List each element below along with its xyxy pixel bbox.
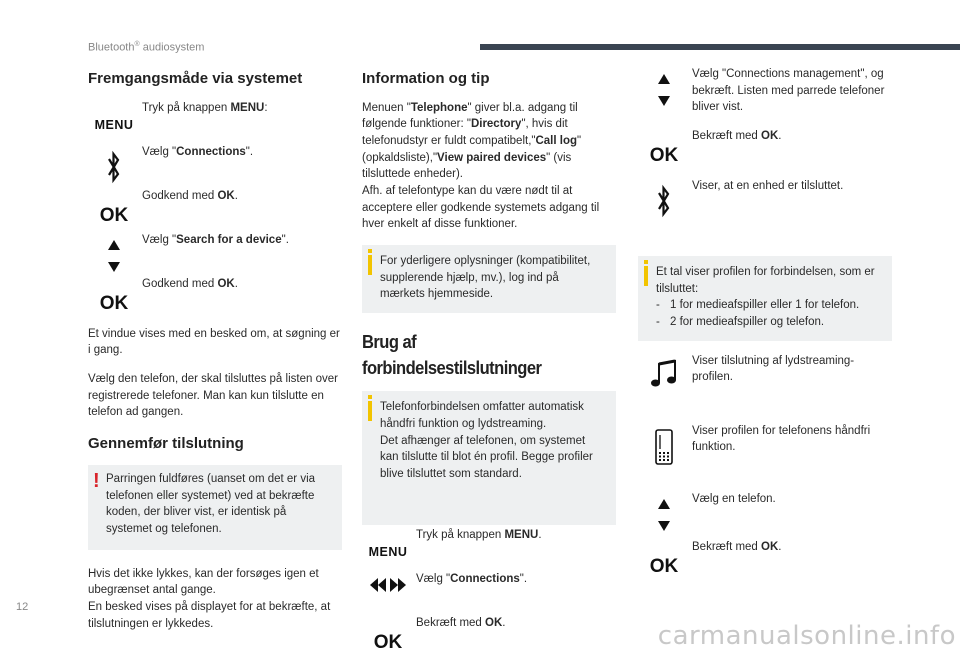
phone-icon — [654, 429, 674, 465]
ok-button-icon: OK — [373, 631, 403, 649]
running-header — [88, 40, 204, 57]
warning-text: Parringen fuldføres (uanset om det er via telefonen eller systemet) ved at bekræfte koden, der bliver vist, er identisk på systemet og telefonen. — [106, 472, 316, 535]
info-box-profile-numbers: Et tal viser profilen for forbindelsen, som er tilsluttet: - 1 for medieafspiller eller 1 for telefon. - 2 for medieafspiller og telefon. — [638, 256, 892, 341]
info-list-item: - 2 for medieafspiller og telefon. — [656, 316, 825, 329]
ok-button-icon: OK — [649, 145, 679, 166]
step-confirm-ok: OK Bekræft med OK. — [362, 615, 616, 649]
menu-button-icon: MENU — [368, 544, 408, 559]
music-note-icon — [650, 359, 678, 389]
paragraph-retry: Hvis det ikke lykkes, kan der forsøges igen et ubegrænset antal gange. En besked vises på displayet for at bekræfte, at tilslutningen er lykkedes. — [88, 567, 331, 630]
column-middle — [362, 60, 616, 649]
step-streaming-profile: Viser tilslutning af lydstreaming-profilen. — [638, 353, 892, 423]
bluetooth-icon — [106, 150, 122, 184]
step-search-device: Vælg "Search for a device". — [88, 232, 342, 276]
info-icon — [644, 266, 648, 286]
step-handsfree-profile: Viser profilen for telefonens håndfri funktion. — [638, 423, 892, 491]
ok-button-icon: OK — [99, 292, 129, 314]
step-press-menu: MENU Tryk på knappen MENU. — [362, 527, 616, 571]
step-select-connections: Vælg "Connections". — [362, 571, 616, 615]
up-down-arrows-icon — [658, 499, 670, 531]
bluetooth-icon — [656, 184, 672, 218]
up-down-arrows-icon — [658, 74, 670, 106]
step-select-phone: Vælg en telefon. — [638, 491, 892, 539]
section-title-procedure: Fremgangsmåde via systemet — [88, 70, 303, 87]
header-text: Bluetooth — [88, 41, 135, 54]
info-box-profiles: Telefonforbindelsen omfatter automatisk håndfri funktion og lydstreaming. Det afhænger af telefonen, om systemet kan tilslutte til blot én profil. Begge profiler blive tilsluttet som standard. — [362, 391, 616, 524]
section-title-info-tips: Information og tip — [362, 70, 490, 87]
step-connections-management: Vælg "Connections management", og bekræft. Listen med parrede telefoner bliver vist. — [638, 66, 892, 128]
info-list-item: - 1 for medieafspiller eller 1 for telefon. — [656, 299, 860, 312]
section-title-use-connections: Brug af forbindelsestilslutninger — [362, 332, 542, 379]
paragraph-search-in-progress: Et vindue vises med en besked om, at søgning er i gang. — [88, 327, 340, 357]
paragraph-select-phone: Vælg den telefon, der skal tilsluttes på listen over registrerede telefoner. Man kan kun tilslutte en telefon ad gangen. — [88, 373, 338, 419]
header-text-suffix: audiosystem — [139, 41, 205, 54]
step-select-connections: Vælg "Connections". — [88, 144, 342, 188]
paragraph-telephone-menu: Menuen "Telephone" giver bl.a. adgang til følgende funktioner: "Directory", hvis dit telefonudstyr er fuldt compatibelt,"Call log" (opkaldsliste),"View paired devices" (vis tilsluttede enheder). Afh. af telefontype kan du være nødt til at acceptere eller godkende systemets adgang til hver enkelt af disse funktioner. — [362, 101, 600, 231]
section-title-complete-connection: Gennemfør tilslutning — [88, 435, 244, 453]
info-box-website: For yderligere oplysninger (kompatibilitet, supplerende hjælp, mv.), log ind på mærkets hjemmeside. — [362, 245, 616, 313]
column-left — [88, 60, 342, 632]
seek-arrows-icon — [368, 577, 408, 593]
step-press-menu: MENU Tryk på knappen MENU: — [88, 100, 342, 144]
warning-icon: ! — [93, 469, 100, 492]
ok-button-icon: OK — [649, 555, 679, 577]
registered-mark: ® — [134, 41, 140, 48]
warning-box — [88, 465, 342, 550]
info-icon — [368, 401, 372, 421]
step-confirm-ok-2: OK Godkend med OK. — [88, 276, 342, 320]
step-confirm-ok: OK Bekræft med OK. — [638, 128, 892, 178]
page-number: 12 — [16, 601, 29, 613]
menu-button-icon: MENU — [94, 117, 134, 132]
info-icon — [368, 255, 372, 275]
step-confirm-ok: OK Bekræft med OK. — [638, 539, 892, 591]
watermark: carmanualsonline.info — [657, 621, 956, 649]
column-right — [638, 66, 892, 591]
ok-button-icon: OK — [99, 204, 129, 226]
header-bar — [480, 44, 960, 50]
step-confirm-ok: OK Godkend med OK. — [88, 188, 342, 232]
up-down-arrows-icon — [108, 240, 120, 272]
step-device-connected: Viser, at en enhed er tilsluttet. — [638, 178, 892, 256]
